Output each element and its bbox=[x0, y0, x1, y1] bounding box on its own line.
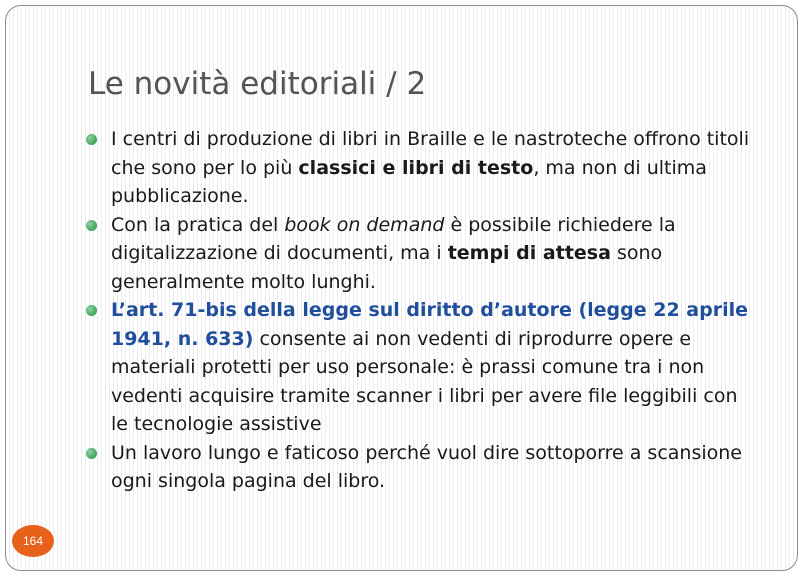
bullet-1-text-end: , ma non di ultima pubblicazione. bbox=[111, 156, 707, 207]
bullet-item-1 bbox=[86, 125, 750, 211]
bullet-2-text-end: sono generalmente molto lunghi. bbox=[111, 242, 663, 293]
bullet-1-text: I centri di produzione di libri in Braille e le nastroteche offrono titoli che sono per lo più bbox=[111, 128, 750, 179]
page-number-badge: 164 bbox=[12, 525, 54, 557]
bullet-2-italic: book on demand bbox=[284, 213, 445, 236]
slide-title: Le novità editoriali / 2 bbox=[88, 66, 427, 102]
bullet-3-text: consente ai non vedenti di riprodurre opere e materiali protetti per uso personale: è prassi comune tra i non vedenti acquisire tramite scanner i libri per avere file leggibili con le tecnologie assistive bbox=[111, 327, 738, 435]
bullet-1-bold: classici e libri di testo bbox=[298, 156, 534, 179]
bullet-item-2 bbox=[86, 211, 750, 297]
bullet-3-law-reference: L’art. 71-bis della legge sul diritto d’autore (legge 22 aprile 1941, n. 633) bbox=[111, 299, 748, 350]
bullet-2-text-mid: è possibile richiedere la digitalizzazione di documenti, ma i bbox=[111, 213, 676, 264]
bullet-2-bold: tempi di attesa bbox=[447, 242, 611, 264]
bullet-item-3 bbox=[86, 296, 750, 439]
bullet-dot-icon bbox=[86, 448, 97, 459]
bullet-dot-icon bbox=[86, 134, 97, 145]
bullet-dot-icon bbox=[86, 305, 97, 316]
bullet-2-text: Con la pratica del bbox=[111, 213, 285, 236]
bullet-dot-icon bbox=[86, 220, 97, 231]
bullet-item-4 bbox=[86, 439, 750, 496]
bullet-list bbox=[86, 125, 750, 496]
bullet-4-text: Un lavoro lungo e faticoso perché vuol dire sottoporre a scansione ogni singola pagina del libro. bbox=[111, 441, 742, 492]
